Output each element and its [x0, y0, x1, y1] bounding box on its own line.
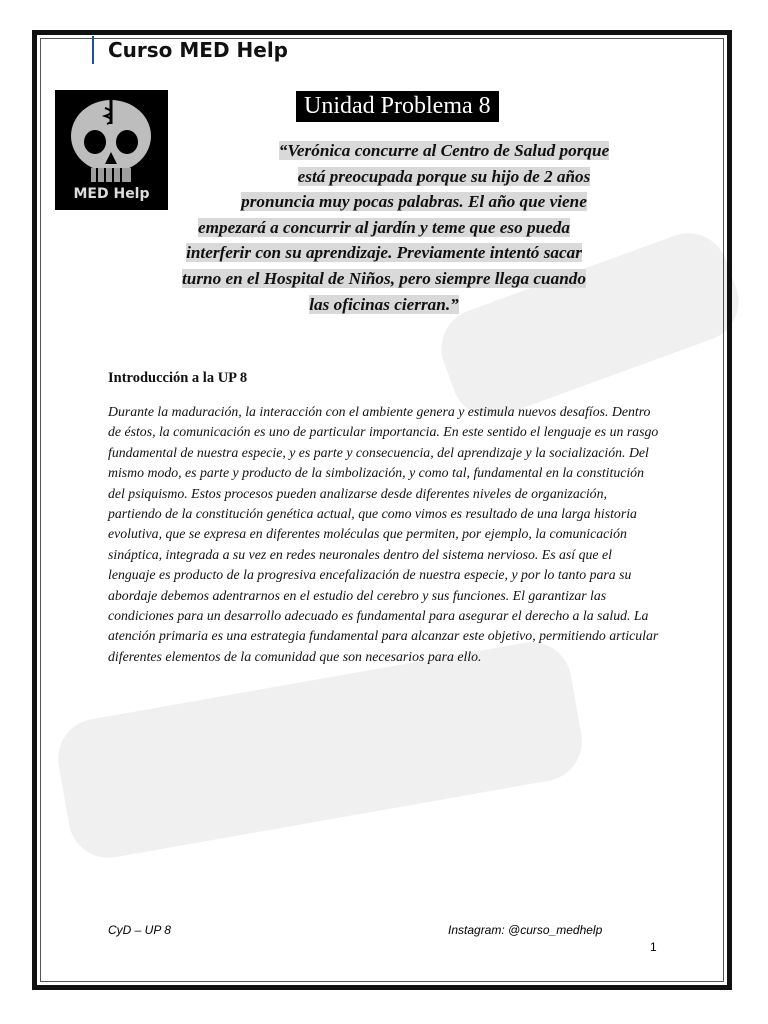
case-quote-line: interferir con su aprendizaje. Previamente intentó sacar — [186, 243, 582, 263]
page-number: 1 — [650, 940, 657, 954]
unit-title: Unidad Problema 8 — [296, 91, 499, 122]
header-rule — [92, 36, 94, 64]
intro-heading: Introducción a la UP 8 — [108, 370, 248, 386]
case-quote-line: “Verónica concurre al Centro de Salud porque — [278, 141, 610, 160]
intro-body: Durante la maduración, la interacción con el ambiente genera y estimula nuevos desafíos. Dentro de éstos, la comunicación es uno de particular importancia. En este sentido el lenguaje es un rasgo fundamental de nuestra especie, y es parte y consecuencia, del aprendizaje y la socialización. Del mismo modo, es parte y producto de la simbolización, y como tal, fundamental en la constitución del psiquismo. Estos procesos pueden analizarse desde diferentes niveles de organización, partiendo de la constitución genética actual, que como vimos es resultado de una larga historia evolutiva, que se expresa en diferentes moléculas que permiten, por ejemplo, la comunicación sináptica, integrada a su vez en redes neuronales dentro del sistema nervioso. Es así que el lenguaje es producto de la progresiva encefalización de nuestra especie, y por lo tanto para su abordaje debemos adentrarnos en el estudio del cerebro y sus funciones. El garantizar las condiciones para un desarrollo adecuado es fundamental para asegurar el derecho a la salud. La atención primaria es una estrategia fundamental para alcanzar este objetivo, permitiendo articular diferentes elementos de la comunidad que son necesarios para ello. — [108, 404, 659, 664]
footer-left: CyD – UP 8 — [108, 923, 171, 937]
case-quote-line: está preocupada porque su hijo de 2 años — [297, 166, 591, 186]
case-quote-line: pronuncia muy pocas palabras. El año que viene — [241, 192, 587, 212]
course-title: Curso MED Help — [108, 38, 288, 62]
case-quote-line: turno en el Hospital de Niños, pero siempre llega cuando — [182, 268, 586, 288]
case-quote-line: empezará a concurrir al jardín y teme que eso pueda — [198, 217, 570, 237]
logo-label: MED Help — [73, 186, 150, 202]
case-quote-line: las oficinas cierran.” — [309, 294, 459, 314]
footer-instagram: Instagram: @curso_medhelp — [448, 923, 603, 937]
case-quote — [108, 138, 660, 317]
